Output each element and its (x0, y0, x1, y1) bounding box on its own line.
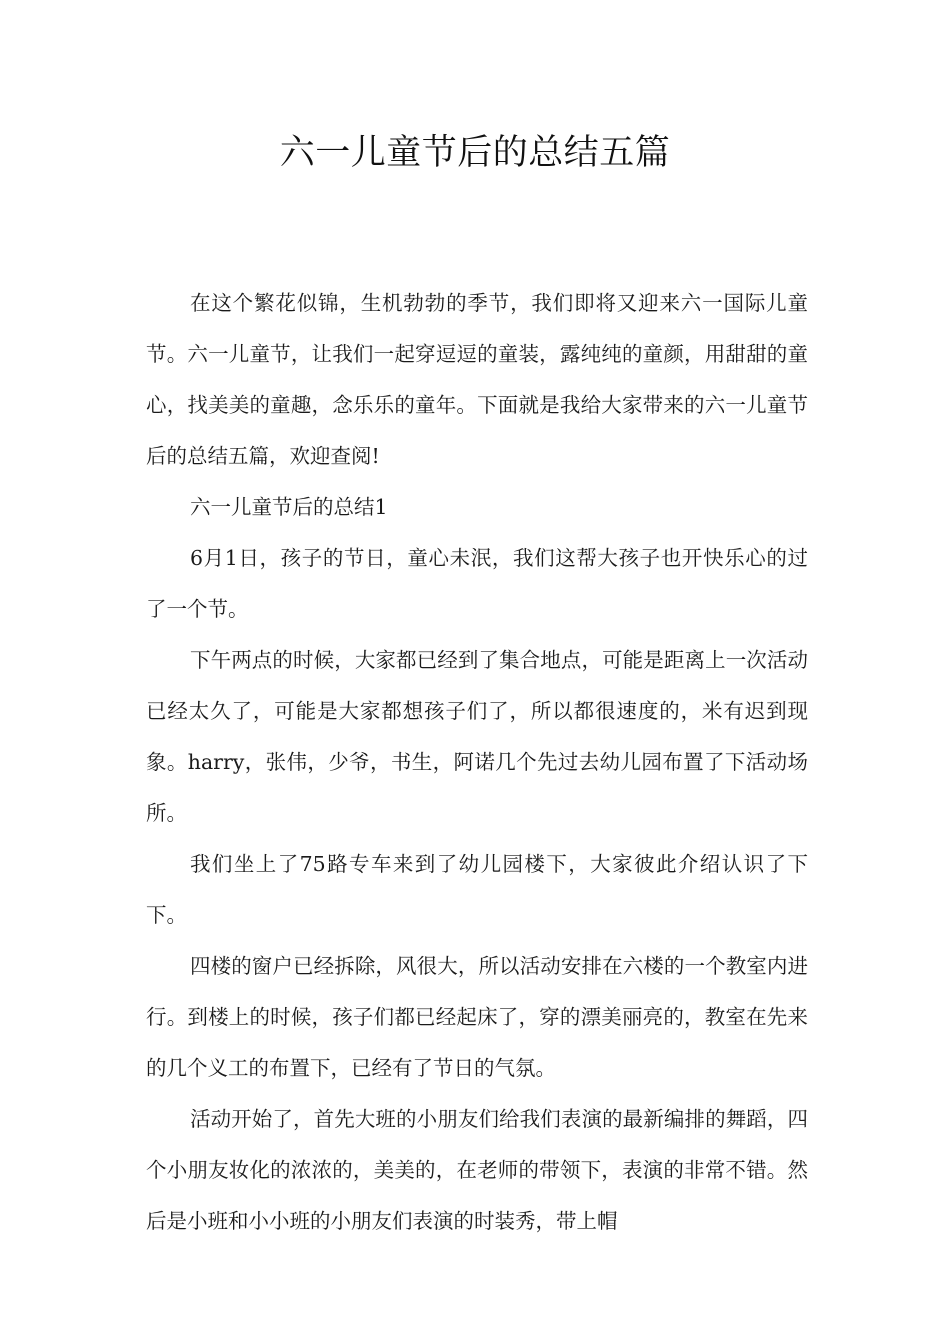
body-paragraph: 6月1日，孩子的节日，童心未泯，我们这帮大孩子也开快乐心的过了一个节。 (146, 546, 808, 621)
document-body (146, 278, 808, 1247)
body-paragraph: 四楼的窗户已经拆除，风很大，所以活动安排在六楼的一个教室内进行。到楼上的时候，孩子们都已经起床了，穿的漂美丽亮的，教室在先来的几个义工的布置下，已经有了节日的气氛。 (146, 954, 808, 1080)
intro-paragraph: 在这个繁花似锦，生机勃勃的季节，我们即将又迎来六一国际儿童节。六一儿童节，让我们一起穿逗逗的童装，露纯纯的童颜，用甜甜的童心，找美美的童趣，念乐乐的童年。下面就是我给大家带来的六一儿童节后的总结五篇，欢迎查阅! (146, 291, 808, 468)
section-heading: 六一儿童节后的总结1 (190, 495, 388, 519)
body-paragraph: 下午两点的时候，大家都已经到了集合地点，可能是距离上一次活动已经太久了，可能是大家都想孩子们了，所以都很速度的，米有迟到现象。harry，张伟，少爷，书生，阿诺几个先过去幼儿园布置了下活动场所。 (146, 648, 808, 825)
body-paragraph: 我们坐上了75路专车来到了幼儿园楼下，大家彼此介绍认识了下下。 (146, 852, 808, 927)
body-paragraph: 活动开始了，首先大班的小朋友们给我们表演的最新编排的舞蹈，四个小朋友妆化的浓浓的，美美的，在老师的带领下，表演的非常不错。然后是小班和小小班的小朋友们表演的时装秀，带上帽 (146, 1107, 808, 1233)
document-title: 六一儿童节后的总结五篇 (279, 133, 671, 173)
